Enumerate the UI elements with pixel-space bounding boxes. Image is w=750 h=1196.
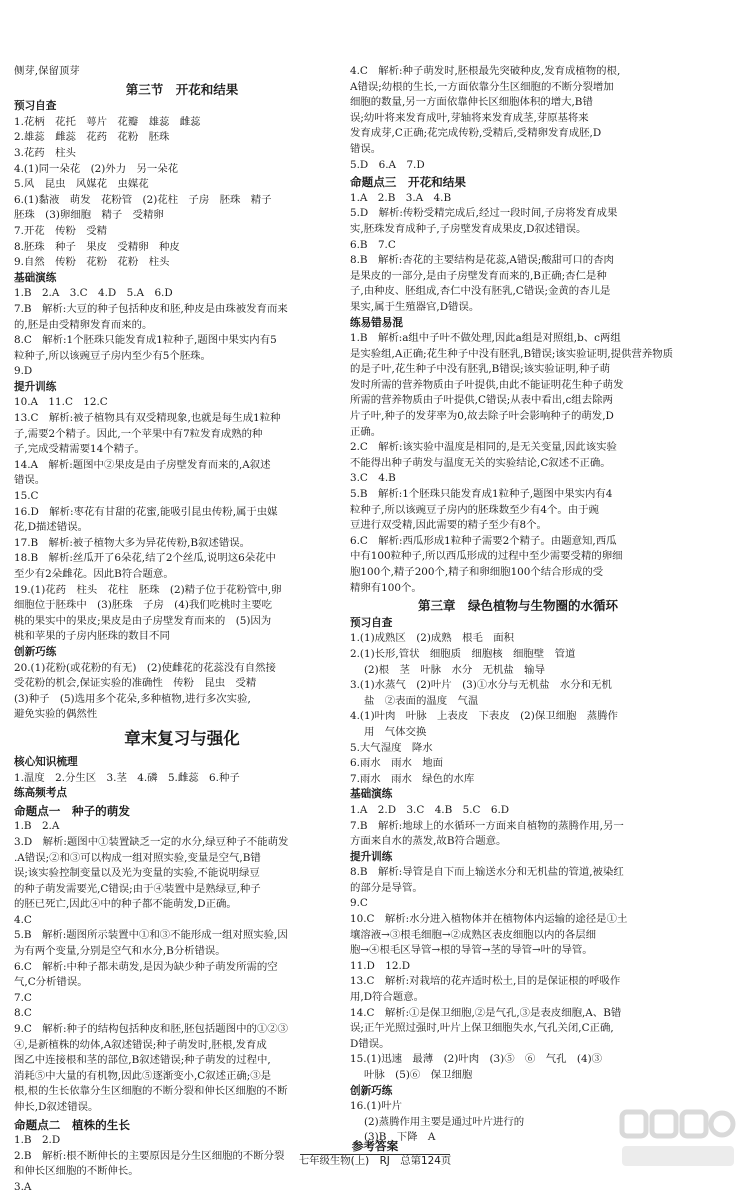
text-line: (2)根 茎 叶脉 水分 无机盐 输导 bbox=[364, 663, 545, 676]
text-line: 1.A 2.D 3.C 4.B 5.C 6.D bbox=[350, 803, 510, 816]
text-line: 3.C 4.B bbox=[350, 472, 396, 485]
text-line: 至少有2朵雌花。因此B符合题意。 bbox=[14, 568, 174, 580]
text-line: 发时所需的营养物质由子叶提供,由此不能证明花生种子萌发 bbox=[350, 378, 624, 391]
text-line: 胚珠 (3)卵细胞 精子 受精卵 bbox=[14, 209, 164, 222]
text-line: 1.A 2.B 3.A 4.B bbox=[350, 191, 452, 204]
text-line: 花,D描述错误。 bbox=[14, 521, 88, 534]
text-line: 根,根的生长依靠分生区细胞的不断分裂和伸长区细胞的不断 bbox=[14, 1085, 288, 1098]
text-line: 中有100粒种子,所以西瓜形成的过程中至少需要受精的卵细 bbox=[350, 550, 623, 563]
text-line: 10.A 11.C 12.C bbox=[14, 396, 108, 409]
text-line: 1.花柄 花托 萼片 花瓣 雄蕊 雌蕊 bbox=[14, 115, 201, 128]
chapter-title: 章末复习与强化 bbox=[124, 728, 240, 748]
text-line: 的,胚是由受精卵发育而来的。 bbox=[14, 318, 153, 331]
text-line: 消耗⑤中大量的有机物,因此⑤逐渐变小,C叙述正确;③是 bbox=[14, 1069, 272, 1082]
text-line: 5.风 昆虫 风媒花 虫媒花 bbox=[14, 178, 149, 191]
text-line: 4.(1)叶肉 叶脉 上表皮 下表皮 (2)保卫细胞 蒸腾作 bbox=[350, 710, 618, 723]
text-line: 子,需要2个精子。因此,一个苹果中有7粒发育成熟的种 bbox=[14, 427, 263, 440]
text-line: 13.C 解析:被子植物具有双受精现象,也就是每生成1粒种 bbox=[14, 412, 281, 425]
text-line: 9.自然 传粉 花粉 花粉 柱头 bbox=[14, 256, 170, 269]
topic-heading: 命题点一 种子的萌发 bbox=[14, 803, 130, 818]
text-line: 8.B 解析:导管是自下而上输送水分和无机盐的管道,被染红 bbox=[350, 866, 624, 879]
subheading: 预习自查 bbox=[350, 616, 393, 629]
text-line: 伸长,D叙述错误。 bbox=[14, 1101, 99, 1113]
text-line: 错误。 bbox=[14, 474, 46, 487]
text-line: 误;幼叶将来发育成叶,芽轴将来发育成茎,芽原基将来 bbox=[350, 111, 589, 124]
text-line: 不能得出种子萌发与温度无关的实验结论,C叙述不正确。 bbox=[350, 456, 611, 469]
subheading: 创新巧练 bbox=[14, 645, 57, 658]
text-line: 14.A 解析:题图中②果皮是由子房壁发育而来的,A叙述 bbox=[14, 458, 271, 471]
text-line: 侧芽,保留顶芽 bbox=[14, 65, 80, 77]
right-column bbox=[350, 64, 686, 1146]
text-line: 13.C 解析:对栽培的花卉适时松土,目的是保证根的呼吸作 bbox=[350, 975, 621, 988]
topic-heading: 命题点三 开花和结果 bbox=[350, 175, 466, 190]
text-line: 6.C 解析:中种子都未萌发,是因为缺少种子萌发所需的空 bbox=[14, 960, 278, 973]
text-line: 受花粉的机会,保证实验的准确性 传粉 昆虫 受精 bbox=[14, 677, 257, 690]
text-line: 桃和苹果的子房内胚珠的数目不同 bbox=[14, 630, 170, 643]
text-line: 壤溶液→③根毛细胞→②成熟区表皮细胞以内的各层细 bbox=[350, 928, 597, 941]
text-line: 7.B 解析:大豆的种子包括种皮和胚,种皮是由珠被发育而来 bbox=[14, 302, 288, 315]
text-line: 14.C 解析:①是保卫细胞,②是气孔,③是表皮细胞,A、B错 bbox=[350, 1006, 622, 1019]
text-line: 果实,属于生殖器官,D错误。 bbox=[350, 300, 480, 313]
text-line: 气,C分析错误。 bbox=[14, 976, 88, 989]
text-line: .A错误;②和③可以构成一组对照实验,变量是空气,B错 bbox=[14, 851, 261, 864]
text-line: 和伸长区细胞的不断伸长。 bbox=[14, 1165, 139, 1178]
text-line: 粒种子,所以该豌豆子房内至少有5个胚珠。 bbox=[14, 349, 211, 362]
text-line: 桃的果实中的果皮;果皮是由子房壁发育而来的 (5)因为 bbox=[14, 614, 272, 627]
text-line: 1.B 2.D bbox=[14, 1134, 61, 1147]
text-line: 1.B 2.A bbox=[14, 820, 60, 833]
text-line: (2)蒸腾作用主要是通过叶片进行的 bbox=[364, 1115, 525, 1128]
text-line: 20.(1)花粉(或花粉的有无) (2)使雌花的花蕊没有自然接 bbox=[14, 661, 276, 674]
text-line: 5.D 6.A 7.D bbox=[350, 158, 425, 171]
text-line: 5.D 解析:传粉受精完成后,经过一段时间,子房将发育成果 bbox=[350, 207, 618, 220]
footer-page-info: 七年级生物(上) RJ 总第124页 bbox=[298, 1155, 452, 1167]
text-line: 盐 ②表面的温度 气温 bbox=[364, 694, 479, 707]
text-line: 7.开花 传粉 受精 bbox=[14, 224, 108, 237]
text-line: 8.C 解析:1个胚珠只能发育成1粒种子,题图中果实内有5 bbox=[14, 334, 277, 347]
text-line: 4.C bbox=[14, 913, 32, 926]
text-line: 5.B 解析:1个胚珠只能发育成1粒种子,题图中果实内有4 bbox=[350, 488, 613, 501]
text-line: 片子叶,种子的发芽率为0,故去除子叶会影响种子的萌发,D bbox=[350, 410, 614, 423]
subheading: 提升训练 bbox=[350, 850, 393, 863]
text-line: 的是子叶,花生种子中没有胚乳,B错误;该实验证明,种子萌 bbox=[350, 363, 611, 376]
text-line: 豆进行双受精,因此需要的精子至少有8个。 bbox=[350, 519, 547, 532]
text-line: D错误。 bbox=[350, 1037, 390, 1050]
text-line: 胞→④根毛区导管→根的导管→茎的导管→叶的导管。 bbox=[350, 944, 593, 957]
text-line: 3.A bbox=[14, 1180, 32, 1193]
text-line: 16.(1)叶片 bbox=[350, 1100, 403, 1113]
text-line: 9.C 解析:种子的结构包括种皮和胚,胚包括题图中的①②③ bbox=[14, 1023, 289, 1036]
text-line: 8.胚珠 种子 果皮 受精卵 种皮 bbox=[14, 240, 180, 253]
text-line: 3.(1)水蒸气 (2)叶片 (3)①水分与无机盐 水分和无机 bbox=[350, 679, 612, 692]
text-line: 5.B 解析:题图所示装置中①和③不能形成一组对照实验,因 bbox=[14, 929, 288, 942]
text-line: 子,完成受精需要14个精子。 bbox=[14, 443, 145, 456]
text-line: 1.温度 2.分生区 3.茎 4.磷 5.雌蕊 6.种子 bbox=[14, 771, 240, 784]
text-line: 2.(1)长形,管状 细胞质 细胞核 细胞壁 管道 bbox=[350, 647, 576, 660]
text-line: 2.雄蕊 雌蕊 花药 花粉 胚珠 bbox=[14, 131, 170, 144]
text-line: 避免实验的偶然性 bbox=[14, 708, 98, 721]
text-line: 的种子萌发需要光,C错误;由于④装置中是熟绿豆,种子 bbox=[14, 882, 261, 895]
subheading: 创新巧练 bbox=[350, 1084, 393, 1097]
text-line: 细胞位于胚珠中 (3)胚珠 子房 (4)我们吃桃时主要吃 bbox=[14, 599, 273, 612]
text-line: 方面来自水的蒸发,故B符合题意。 bbox=[350, 835, 507, 848]
subheading: 练高频考点 bbox=[14, 787, 67, 800]
text-line: 15.C bbox=[14, 490, 39, 503]
text-line: 6.C 解析:西瓜形成1粒种子需要2个精子。由题意知,西瓜 bbox=[350, 534, 617, 547]
topic-heading: 命题点二 植株的生长 bbox=[14, 1117, 130, 1132]
subheading: 提升训练 bbox=[14, 380, 57, 393]
text-line: 1.(1)成熟区 (2)成熟 根毛 面积 bbox=[350, 632, 515, 645]
text-line: 发育成芽,C正确;花完成传粉,受精后,受精卵发育成胚,D bbox=[350, 127, 602, 140]
text-line: 11.D 12.D bbox=[350, 959, 411, 972]
text-line: ④,是新植株的幼体,A叙述错误;种子萌发时,胚根,发育成 bbox=[14, 1038, 267, 1051]
text-line: 7.C bbox=[14, 991, 32, 1004]
text-line: 用,D符合题意。 bbox=[350, 991, 424, 1004]
text-line: 6.雨水 雨水 地面 bbox=[350, 757, 444, 770]
text-line: 4.C 解析:种子萌发时,胚根最先突破种皮,发育成植物的根, bbox=[350, 65, 621, 77]
text-line: 9.C bbox=[350, 897, 368, 910]
section-title: 第三章 绿色植物与生物圈的水循环 bbox=[417, 598, 618, 614]
text-line: 1.B 2.A 3.C 4.D 5.A 6.D bbox=[14, 287, 173, 300]
text-line: 16.D 解析:枣花有甘甜的花蜜,能吸引昆虫传粉,属于虫媒 bbox=[14, 505, 278, 518]
footer-rule bbox=[300, 1154, 450, 1155]
text-line: 正确。 bbox=[350, 425, 382, 438]
text-line: 8.C bbox=[14, 1007, 32, 1020]
subheading: 练易错易混 bbox=[350, 316, 403, 329]
text-line: 9.D bbox=[14, 365, 33, 378]
text-line: 粒种子,所以该豌豆子房内的胚珠数至少有4个。由于豌 bbox=[350, 503, 599, 516]
text-line: 10.C 解析:水分进入植物体并在植物体内运输的途径是①土 bbox=[350, 913, 628, 926]
text-line: 精卵有100个。 bbox=[350, 581, 422, 594]
text-line: 图乙中连接根和茎的部位,B叙述错误;种子萌发的过程中, bbox=[14, 1054, 271, 1067]
text-line: 1.B 解析:a组中子叶不做处理,因此a组是对照组,b、c两组 bbox=[350, 332, 621, 345]
subheading: 基础演练 bbox=[14, 271, 57, 284]
text-line: 3.花药 柱头 bbox=[14, 146, 76, 159]
subheading: 预习自查 bbox=[14, 100, 57, 113]
text-line: 为有两个变量,分别是空气和水分,B分析错误。 bbox=[14, 945, 226, 958]
text-line: 7.B 解析:地球上的水循环一方面来自植物的蒸腾作用,另一 bbox=[350, 819, 624, 832]
text-line: 是实验组,A正确;花生种子中没有胚乳,B错误;该实验证明,提供营养物质 bbox=[350, 347, 673, 360]
subheading: 基础演练 bbox=[350, 788, 393, 801]
text-line: 6.B 7.C bbox=[350, 238, 396, 251]
text-line: 子,由种皮、胚组成,杏仁中没有胚乳,C错误;金黄的杏儿是 bbox=[350, 285, 611, 298]
text-line: 误;正午光照过强时,叶片上保卫细胞失水,气孔关闭,C正确, bbox=[350, 1022, 614, 1035]
text-line: 误;该实验控制变量以及光为变量的实验,不能说明绿豆 bbox=[14, 867, 260, 880]
text-line: 7.雨水 雨水 绿色的水库 bbox=[350, 772, 475, 785]
footer-brand: 参考答案 bbox=[351, 1139, 399, 1153]
text-line: 的部分是导管。 bbox=[350, 881, 423, 894]
subheading: 核心知识梳理 bbox=[14, 755, 78, 768]
text-line: 实,胚珠发育成种子,子房壁发育成果皮,D叙述错误。 bbox=[350, 222, 587, 235]
text-line: 错误。 bbox=[350, 142, 382, 155]
text-line: 4.(1)同一朵花 (2)外力 另一朵花 bbox=[14, 162, 179, 175]
text-line: 18.B 解析:丝瓜开了6朵花,结了2个丝瓜,说明这6朵花中 bbox=[14, 552, 276, 565]
text-line: 是果皮的一部分,是由子房壁发育而来的,B正确;杏仁是种 bbox=[350, 269, 607, 282]
text-line: 用 气体交换 bbox=[364, 725, 427, 738]
text-line: 6.(1)黏液 萌发 花粉管 (2)花柱 子房 胚珠 精子 bbox=[14, 193, 272, 206]
text-line: A错误;幼根的生长,一方面依靠分生区细胞的不断分裂增加 bbox=[350, 80, 614, 93]
left-column bbox=[14, 64, 350, 1196]
text-line: 15.(1)迅速 最薄 (2)叶肉 (3)⑤ ⑥ 气孔 (4)③ bbox=[350, 1053, 603, 1066]
text-line: 的胚已死亡,因此④中的种子都不能萌发,D正确。 bbox=[14, 898, 237, 911]
section-title: 第三节 开花和结果 bbox=[125, 81, 239, 97]
watermark-logo-icon bbox=[618, 1104, 738, 1170]
text-line: 所需的营养物质由子叶提供,C错误;从表中看出,c组去除两 bbox=[350, 394, 613, 407]
text-line: 19.(1)花药 柱头 花柱 胚珠 (2)精子位于花粉管中,卵 bbox=[14, 583, 282, 596]
text-line: 2.C 解析:该实验中温度是相同的,是无关变量,因此该实验 bbox=[350, 441, 617, 454]
text-line: 3.D 解析:题图中①装置缺乏一定的水分,绿豆种子不能萌发 bbox=[14, 835, 289, 848]
text-line: 叶脉 (5)⑥ 保卫细胞 bbox=[364, 1069, 473, 1081]
text-line: 8.B 解析:杏花的主要结构是花蕊,A错误;酸甜可口的杏肉 bbox=[350, 254, 614, 267]
text-line: 17.B 解析:被子植物大多为异花传粉,B叙述错误。 bbox=[14, 536, 251, 549]
text-line: 2.B 解析:根不断伸长的主要原因是分生区细胞的不断分裂 bbox=[14, 1149, 285, 1162]
text-line: 细胞的数量,另一方面依靠伸长区细胞体积的增大,B错 bbox=[350, 96, 593, 109]
text-line: (3)B 下降 A bbox=[364, 1131, 436, 1144]
text-line: 胞100个,精子200个,精子和卵细胞100个结合形成的受 bbox=[350, 566, 604, 578]
text-line: 5.大气湿度 降水 bbox=[350, 741, 433, 754]
text-line: (3)种子 (5)选用多个花朵,多种植物,进行多次实验, bbox=[14, 692, 251, 705]
